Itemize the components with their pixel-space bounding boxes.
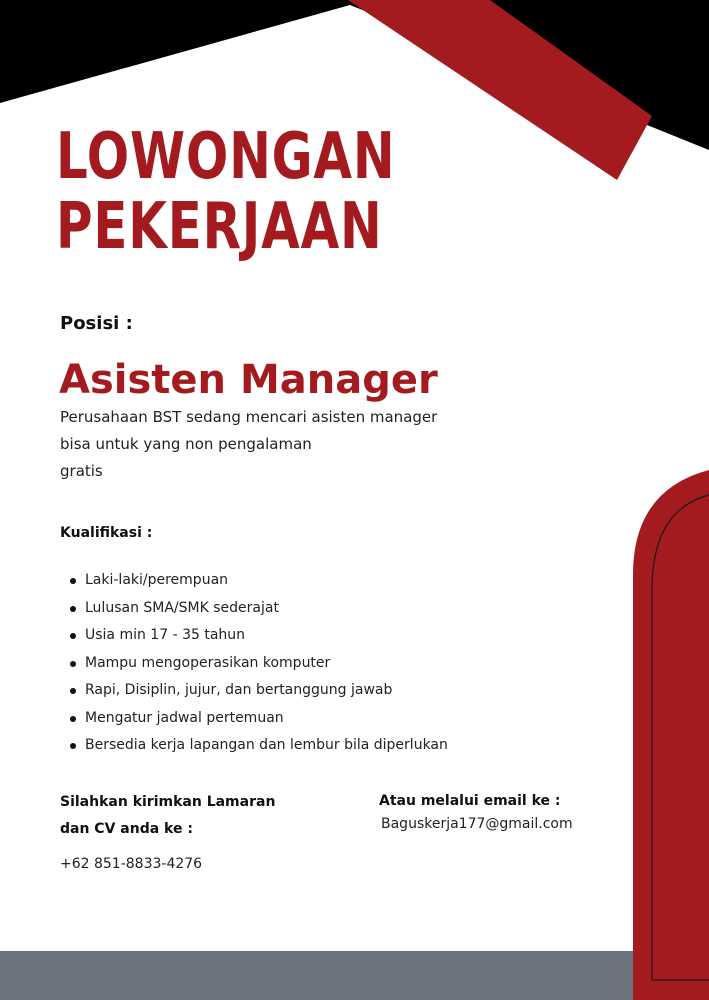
description-line: gratis <box>60 462 103 480</box>
bullet-icon <box>70 716 76 722</box>
list-item-text: Laki-laki/perempuan <box>85 572 229 588</box>
right-red-arch <box>633 470 709 1000</box>
list-item <box>60 705 448 733</box>
list-item-text: Bersedia kerja lapangan dan lembur bila diperlukan <box>85 737 448 753</box>
list-item <box>60 677 448 705</box>
bullet-icon <box>70 661 76 667</box>
job-description <box>60 404 500 485</box>
title-line-1: LOWONGAN <box>56 120 396 194</box>
email-label: Atau melalui email ke : <box>379 793 561 809</box>
list-item-text: Mengatur jadwal pertemuan <box>85 709 284 726</box>
list-item <box>60 650 448 678</box>
bullet-icon <box>70 606 76 612</box>
title-line-2: PEKERJAAN <box>56 190 383 264</box>
description-line: Perusahaan BST sedang mencari asisten manager <box>60 408 438 426</box>
position-name: Asisten Manager <box>59 357 438 403</box>
bullet-icon <box>70 633 76 639</box>
list-item-text: Lulusan SMA/SMK sederajat <box>85 599 279 616</box>
list-item <box>60 622 448 650</box>
apply-instructions <box>60 789 320 843</box>
email-address[interactable]: Baguskerja177@gmail.com <box>381 816 573 832</box>
list-item <box>60 567 448 595</box>
qualifications-list <box>60 567 448 760</box>
bullet-icon <box>70 578 76 584</box>
bullet-icon <box>70 743 76 749</box>
qualifications-label: Kualifikasi : <box>60 525 153 541</box>
apply-line-1: Silahkan kirimkan Lamaran <box>60 794 276 810</box>
bullet-icon <box>70 688 76 694</box>
list-item <box>60 732 448 760</box>
position-label: Posisi : <box>60 313 133 334</box>
description-line: bisa untuk yang non pengalaman <box>60 435 312 453</box>
list-item-text: Mampu mengoperasikan komputer <box>85 654 331 671</box>
phone-number[interactable]: +62 851-8833-4276 <box>60 856 203 872</box>
list-item-text: Rapi, Disiplin, jujur, dan bertanggung jawab <box>85 682 393 698</box>
footer-gray-band <box>0 951 633 1000</box>
list-item <box>60 595 448 623</box>
page-title <box>56 122 395 262</box>
apply-line-2: dan CV anda ke : <box>60 821 193 837</box>
list-item-text: Usia min 17 - 35 tahun <box>85 627 246 643</box>
